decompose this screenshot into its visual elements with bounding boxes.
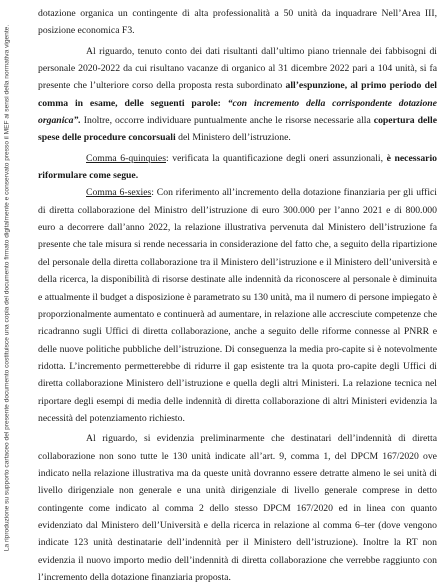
paragraph-text: : verificata la quantificazione degli oneri assunzionali, [166,152,387,164]
document-body [38,5,437,586]
comma-label-6-sexies: Comma 6-sexies [86,187,152,199]
bold-text-copertura: copertura delle spese delle procedure concorsuali [38,115,437,144]
paragraph-al-riguardo-destinatari: Al riguardo, si evidenzia preliminarmente che destinatari dell’indennità di diretta collaborazione non sono tutte le 130 unità indicate all’art. 9, comma 1, del DPCM 167/2020 ove indicato nella relazione illustrativa ma da queste unità dovranno essere detratte almeno le sei unità di livello dirigenziale non generale e una unità dirigenziale di livello generale comprese in detto contingente come indicato al comma 2 dello stesso DPCM 167/2020 ed in linea con quanto evidenziato dal Ministero dell’Università e della ricerca in relazione al comma 6–ter (dove vengono indicate 123 unità destinatarie dell’indennità per il Ministero dell’istruzione). Inoltre la RT non evidenzia il nuovo importo medio dell’indennità di diretta collaborazione che verrebbe raggiunto con l’incremento della dotazione finanziaria proposta. [38,433,437,583]
paragraph-text: Al riguardo, tenuto conto dei dati risultanti dall’ultimo piano triennale dei fabbisogni di personale 2020-2022 da cui risultano vacanze di organico al 31 dicembre 2022 pari a 104 unità, si fa presente che l’ulteriore corso della proposta resta subordinato [38,45,437,92]
paragraph-text: Inoltre, occorre individuare puntualmente anche le risorse necessarie alla [80,115,374,127]
paragraph-text: : Con riferimento all’incremento della dotazione finanziaria per gli uffici di diretta collaborazione del Ministro dell’istruzione di euro 300.000 per l’anno 2021 e di 800.000 euro a decorrere dall’anno 2022, la relazione illustrativa pervenuta dal Ministero dell’istruzione fa presente che tale misura si rende necessaria in considerazione del fatto che, a seguito della ripartizione del personale della diretta collaborazione tra il Ministero dell’istruzione e il Ministero dell’università e della ricerca, la disponibilità di risorse destinate alle indennità da riconoscere al personale è diminuita e attualmente il budget a disposizione è parametrato su 130 unità, ma il numero di persone impiegato è proporzionalmente aumentato e continuerà ad aumentare, in relazione alle accresciute competenze che ricadranno sugli Uffici di diretta collaborazione, anche a seguito delle riforme connesse al PNRR e delle nuove politiche pubbliche dell’istruzione. Di conseguenza la media pro-capite si è notevolmente ridotta. L’incremento permetterebbe di ridurre il gap esistente tra la quota pro-capite degli Uffici di diretta collaborazione Ministero dell’istruzione e quella degli altri Ministeri. La relazione tecnica nel riportare degli esempi di media delle indennità di diretta collaborazione di altri Ministeri evidenzia la necessità del potenziamento richiesto. [38,187,437,424]
bold-italic-quoted-words: “con incremento della corrispondente dotazione organica”. [38,97,437,127]
paragraph-comma-6-quinquies [38,150,437,185]
paragraph-al-riguardo-fabbisogni [38,43,437,147]
comma-label-6-quinquies: Comma 6-quinquies [86,152,166,164]
vertical-legal-notice-text: La riproduzione su supporto cartaceo del presente documento costituisce una copia del documento firmato digitalmente e conservato presso il MEF ai sensi della normativa vigente. [3,24,11,552]
paragraph-dotazione-organica: dotazione organica un contingente di alta professionalità a 50 unità da inquadrare Nell’Area III, posizione economica F3. [38,8,437,37]
paragraph-text: del Ministero dell’istruzione. [175,132,291,144]
bold-text-espunzione: all’espunzione, al primo periodo del comma in esame, delle seguenti parole: [38,80,437,109]
bold-text-riformulare: è necessario riformulare come segue. [38,152,437,182]
vertical-legal-notice [0,0,14,576]
paragraph-comma-6-sexies [38,184,437,427]
